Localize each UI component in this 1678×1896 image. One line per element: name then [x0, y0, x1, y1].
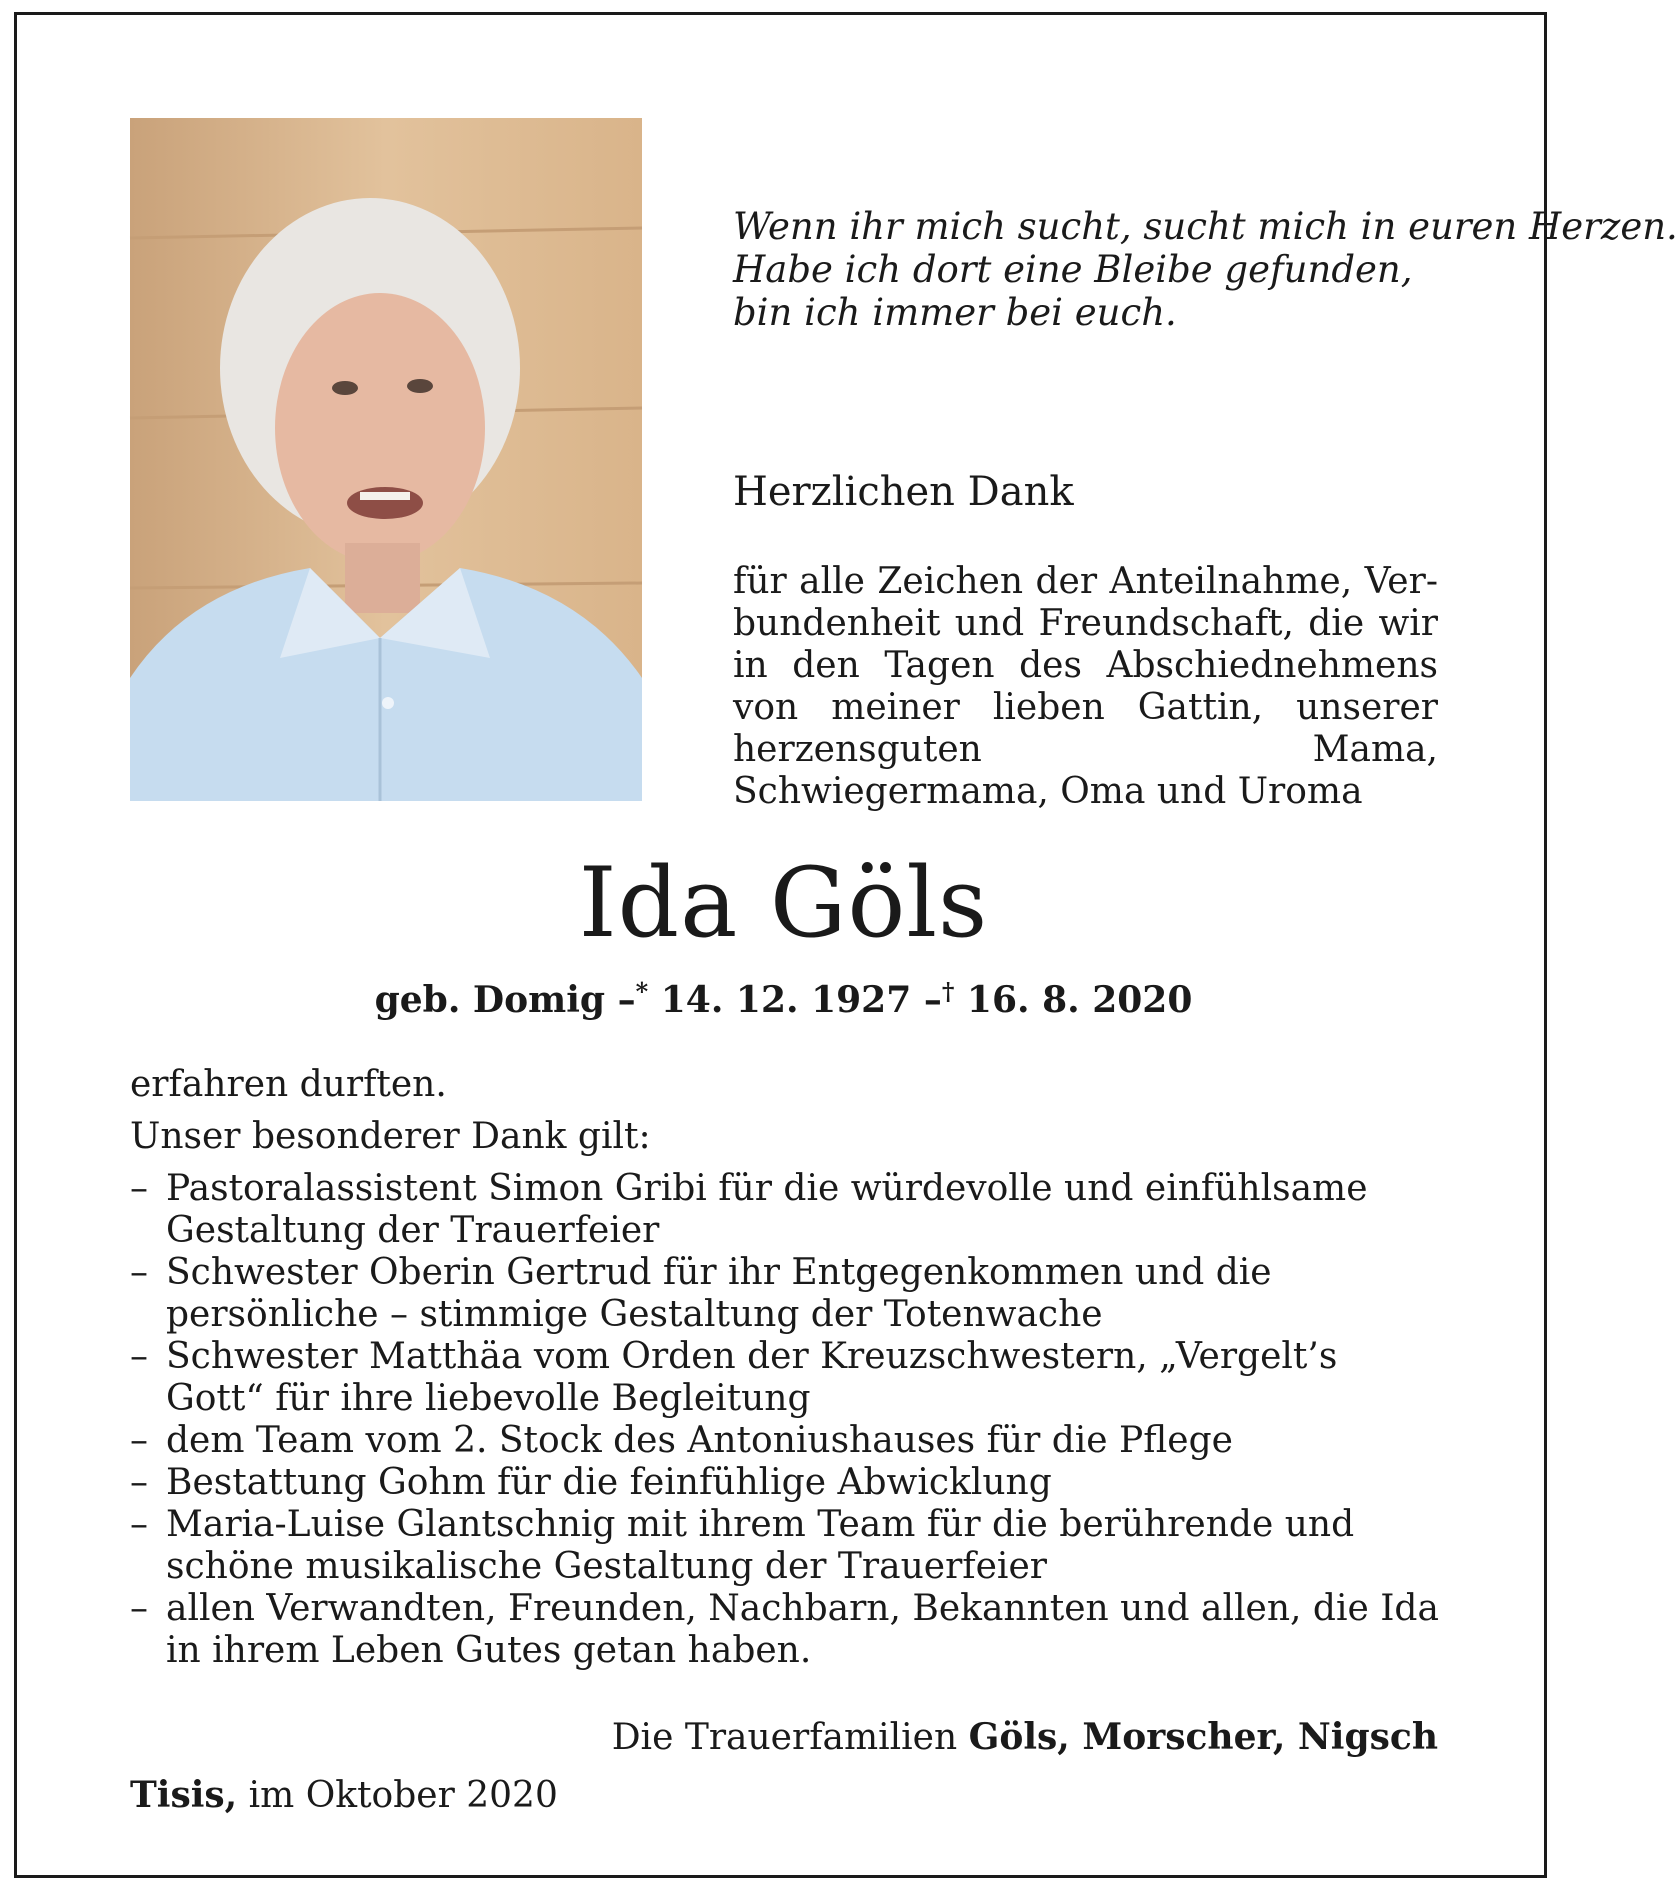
dates-separator: – [923, 979, 942, 1021]
dash-bullet: – [130, 1252, 148, 1293]
thanks-list [130, 1168, 1440, 1672]
list-item-text: Pastoralassistent Simon Gribi für die würdevolle und einfühlsame Gestaltung der Trauerfeier [166, 1168, 1368, 1251]
list-item [130, 1252, 1440, 1336]
dash-bullet: – [130, 1420, 148, 1461]
deceased-dates [0, 978, 1567, 1022]
place-name: Tisis, [130, 1774, 238, 1816]
list-item-text: Maria-Luise Glantschnig mit ihrem Team für die berührende und schöne musikalische Gestaltung der Trauerfeier [166, 1504, 1355, 1587]
death-symbol: † [941, 977, 955, 1006]
deceased-name: Ida Göls [578, 847, 989, 959]
signature-prefix: Die Trauerfamilien [611, 1717, 958, 1758]
list-item-text: dem Team vom 2. Stock des Antoniushauses für die Pflege [166, 1420, 1233, 1461]
list-item-text: Schwester Matthäa vom Orden der Kreuzschwestern, „Vergelt’s Gott“ für ihre liebevolle Begleitung [166, 1336, 1338, 1419]
list-item [130, 1420, 1440, 1462]
list-item [130, 1168, 1440, 1252]
quote-line: Wenn ihr mich sucht, sucht mich in euren Herzen. [733, 205, 1678, 248]
dash-bullet: – [130, 1336, 148, 1377]
dash-bullet: – [130, 1588, 148, 1629]
thanks-body [130, 1064, 1440, 1672]
date-text: im Oktober 2020 [248, 1775, 558, 1816]
list-item [130, 1462, 1440, 1504]
death-date: 16. 8. 2020 [966, 979, 1193, 1021]
portrait-photo [130, 118, 642, 801]
dash-bullet: – [130, 1462, 148, 1503]
list-item-text: allen Verwandten, Freunden, Nachbarn, Bekannten und allen, die Ida in ihrem Leben Gutes getan haben. [166, 1588, 1439, 1671]
birth-date: 14. 12. 1927 [660, 979, 912, 1021]
dash-bullet: – [130, 1504, 148, 1545]
list-item-text: Schwester Oberin Gertrud für ihr Entgegenkommen und die persönliche – stimmige Gestaltung der Totenwache [166, 1252, 1272, 1335]
list-item [130, 1588, 1440, 1672]
intro-continuation: erfahren durften. [130, 1064, 447, 1105]
thanks-list-intro: Unser besonderer Dank gilt: [130, 1116, 651, 1157]
family-names: Göls, Morscher, Nigsch [968, 1716, 1438, 1758]
list-item [130, 1504, 1440, 1588]
thanks-heading: Herzlichen Dank [733, 469, 1074, 515]
place-and-date [130, 1773, 558, 1818]
family-signature [0, 1715, 1438, 1760]
birth-name: geb. Domig [374, 979, 606, 1021]
list-item-text: Bestattung Gohm für die feinfühlige Abwicklung [166, 1462, 1052, 1503]
quote-line: Habe ich dort eine Bleibe gefunden, [733, 248, 1413, 291]
dates-separator: – [617, 979, 636, 1021]
birth-symbol: * [635, 977, 649, 1006]
portrait-illustration [130, 118, 642, 801]
memorial-quote [733, 205, 1678, 334]
thanks-intro-paragraph: für alle Zeichen der Anteilnahme, Verbundenheit und Freundschaft, die wir in den Tagen des Abschiednehmens von meiner lieben Gattin, unserer herzensguten Mama, Schwiegermama, Oma und Uroma [733, 561, 1438, 812]
list-item [130, 1336, 1440, 1420]
dash-bullet: – [130, 1168, 148, 1209]
quote-line: bin ich immer bei euch. [733, 291, 1177, 334]
